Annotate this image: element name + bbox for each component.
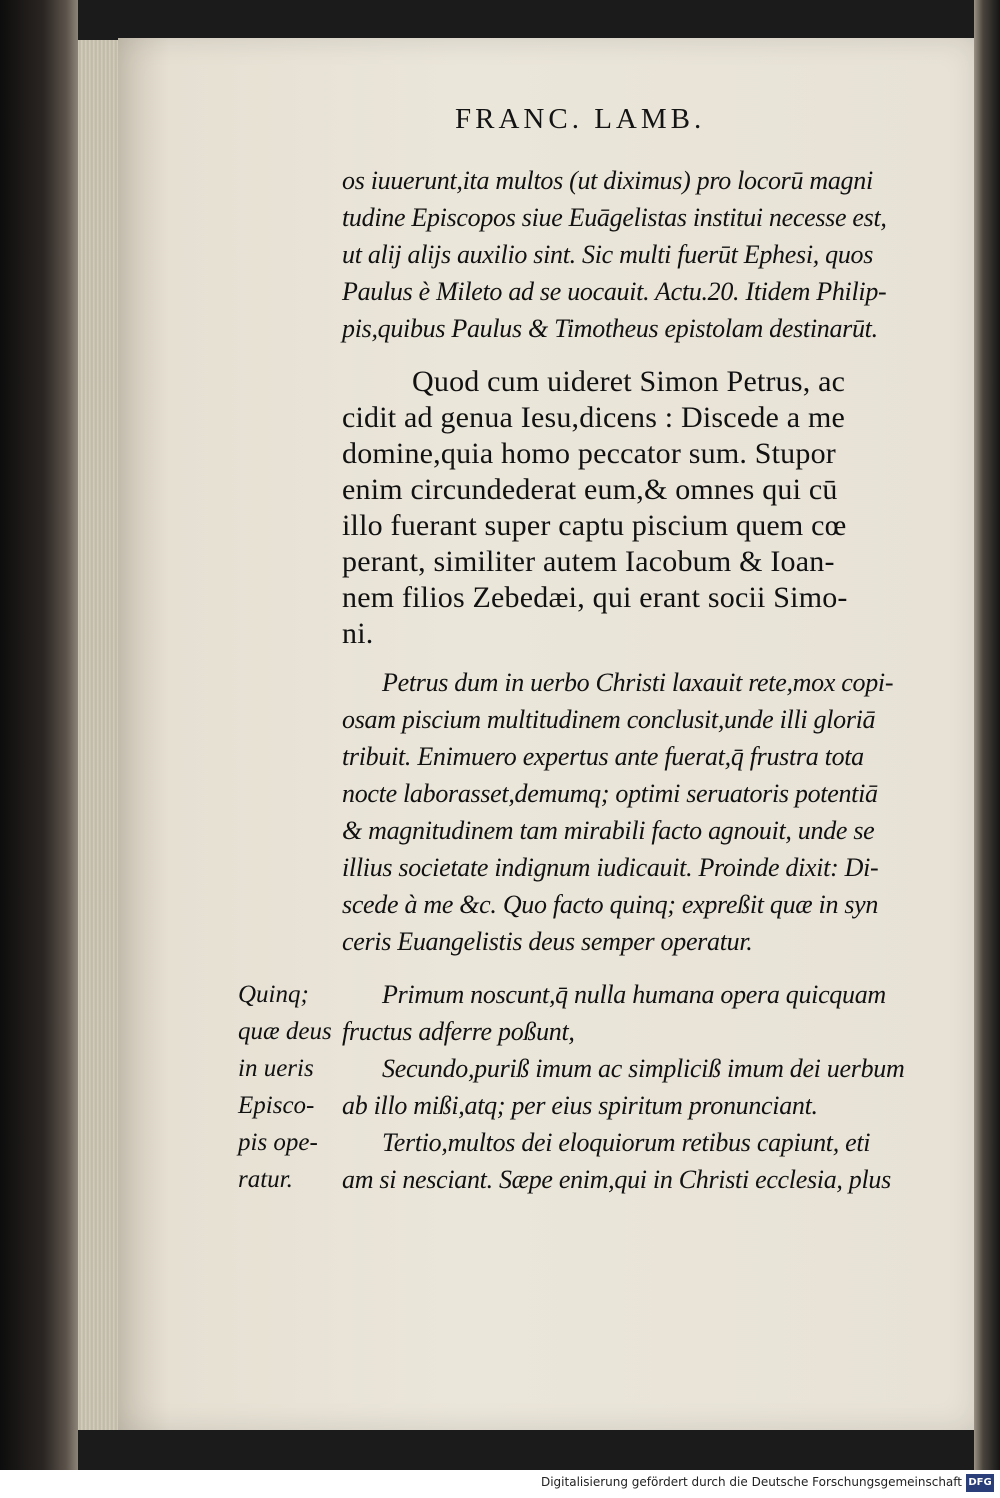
text-line: am si nesciant. Sæpe enim,qui in Christi ecclesia, plus (342, 1165, 891, 1194)
text-line: ni. (342, 617, 374, 650)
text-line: illius societate indignum iudicauit. Proinde dixit: Di- (342, 853, 879, 882)
text-line: & magnitudinem tam mirabili facto agnouit, unde se (342, 816, 875, 845)
text-line: Paulus è Mileto ad se uocauit. Actu.20. Itidem Philip- (342, 277, 887, 306)
scripture-block (342, 364, 967, 652)
text-line: Quod cum uideret Simon Petrus, ac (412, 365, 846, 398)
text-line: cidit ad genua Iesu,dicens : Discede a me (342, 401, 846, 434)
text-line: domine,quia homo peccator sum. Stupor (342, 437, 836, 470)
commentary-block-1 (342, 162, 967, 347)
text-line: illo fuerant super captu piscium quem cœ (342, 509, 847, 542)
margin-line: Quinq; (238, 981, 309, 1008)
text-line: nocte laborasset,demumq; optimi seruatoris potentiā (342, 779, 878, 808)
text-line: osam piscium multitudinem conclusit,unde illi gloriā (342, 705, 876, 734)
text-line: tribuit. Enimuero expertus ante fuerat,q̄ frustra tota (342, 742, 864, 771)
funding-credit: Digitalisierung gefördert durch die Deutsche Forschungsgemeinschaft (540, 1475, 962, 1489)
text-line: Secundo,puriß imum ac simpliciß imum dei uerbum (382, 1054, 905, 1083)
text-line: Primum noscunt,q̄ nulla humana opera quicquam (382, 980, 886, 1009)
text-line: scede à me &c. Quo facto quinq; expreßit quæ in syn (342, 890, 879, 919)
text-line: tudine Episcopos siue Euāgelistas institui necesse est, (342, 203, 887, 232)
text-line: enim circundederat eum,& omnes qui cū (342, 473, 838, 506)
running-head: FRANC. LAMB. (455, 103, 706, 135)
text-line: ut alij alijs auxilio sint. Sic multi fuerūt Ephesi, quos (342, 240, 874, 269)
margin-line: ratur. (238, 1166, 293, 1193)
text-line: Petrus dum in uerbo Christi laxauit rete,mox copi- (382, 668, 894, 697)
margin-line: pis ope- (238, 1129, 318, 1156)
footer-bar (0, 1470, 1000, 1498)
marginal-note (238, 976, 342, 1198)
text-line: nem filios Zebedæi, qui erant socii Simo- (342, 581, 848, 614)
text-line: os iuuerunt,ita multos (ut diximus) pro locorū magni (342, 166, 873, 195)
text-line: ceris Euangelistis deus semper operatur. (342, 927, 753, 956)
book-binding (0, 0, 78, 1470)
commentary-block-3 (342, 976, 967, 1198)
commentary-block-2 (342, 664, 967, 960)
page-edges (78, 40, 118, 1430)
text-line: ab illo mißi,atq; per eius spiritum pronunciant. (342, 1091, 818, 1120)
margin-line: Episco- (238, 1092, 315, 1119)
text-line: perant, similiter autem Iacobum & Ioan- (342, 545, 835, 578)
book-right-edge (974, 0, 1000, 1470)
text-line: pis,quibus Paulus & Timotheus epistolam destinarūt. (342, 314, 878, 343)
text-line: fructus adferre poßunt, (342, 1017, 575, 1046)
text-line: Tertio,multos dei eloquiorum retibus capiunt, eti (382, 1128, 871, 1157)
dfg-logo: DFG (966, 1474, 994, 1492)
margin-line: in ueris (238, 1055, 314, 1082)
margin-line: quæ deus (238, 1018, 332, 1045)
